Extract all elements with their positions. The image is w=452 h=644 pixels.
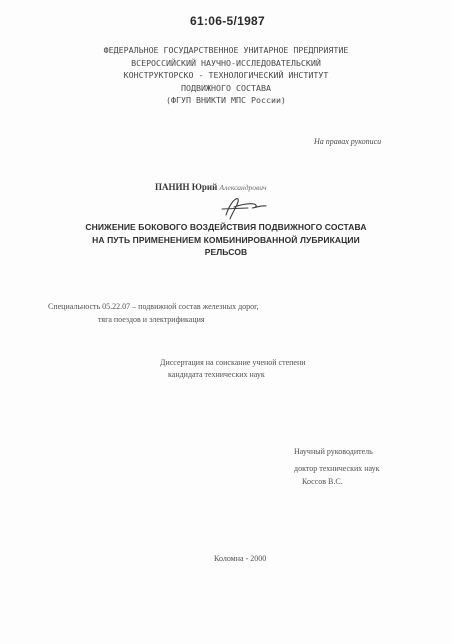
- manuscript-rights-note: На правах рукописи: [314, 137, 382, 146]
- city-year: Коломна - 2000: [214, 554, 267, 563]
- library-stamp: 61:06-5/1987: [190, 14, 265, 28]
- advisor-name: Коссов В.С.: [302, 477, 343, 486]
- degree-line: Диссертация на соискание ученой степени: [160, 358, 306, 367]
- title-line: СНИЖЕНИЕ БОКОВОГО ВОЗДЕЙСТВИЯ ПОДВИЖНОГО СОСТАВА: [85, 222, 367, 232]
- author-line: [155, 182, 267, 192]
- title-line: НА ПУТЬ ПРИМЕНЕНИЕМ КОМБИНИРОВАННОЙ ЛУБРИКАЦИИ: [92, 234, 360, 245]
- organization-line: КОНСТРУКТОРСКО - ТЕХНОЛОГИЧЕСКИЙ ИНСТИТУТ: [123, 70, 329, 81]
- organization-line: ВСЕРОССИЙСКИЙ НАУЧНО-ИССЛЕДОВАТЕЛЬСКИЙ: [131, 57, 321, 68]
- author-signature: [218, 193, 270, 221]
- degree-line: кандидата технических наук: [168, 370, 265, 379]
- degree-block: [160, 357, 306, 381]
- dissertation-title: [50, 221, 402, 259]
- organization-header: [70, 44, 382, 107]
- specialty-line: Специальность 05.22.07 – подвижной состав железных дорог,: [48, 302, 259, 311]
- organization-line: (ФГУП ВНИКТИ МПС России): [166, 95, 286, 106]
- author-patronymic: Александрович: [219, 183, 267, 192]
- author-name: ПАНИН Юрий: [155, 182, 218, 192]
- organization-line: ФЕДЕРАЛЬНОЕ ГОСУДАРСТВЕННОЕ УНИТАРНОЕ ПРЕДПРИЯТИЕ: [103, 45, 349, 55]
- organization-line: ПОДВИЖНОГО СОСТАВА: [181, 82, 271, 93]
- specialty-block: [48, 300, 358, 326]
- specialty-line: тяга поездов и электрификация: [98, 315, 205, 324]
- advisor-degree: доктор технических наук: [294, 464, 380, 473]
- title-line: РЕЛЬСОВ: [204, 247, 248, 257]
- advisor-label: Научный руководитель: [294, 447, 373, 456]
- advisor-block: [294, 443, 380, 487]
